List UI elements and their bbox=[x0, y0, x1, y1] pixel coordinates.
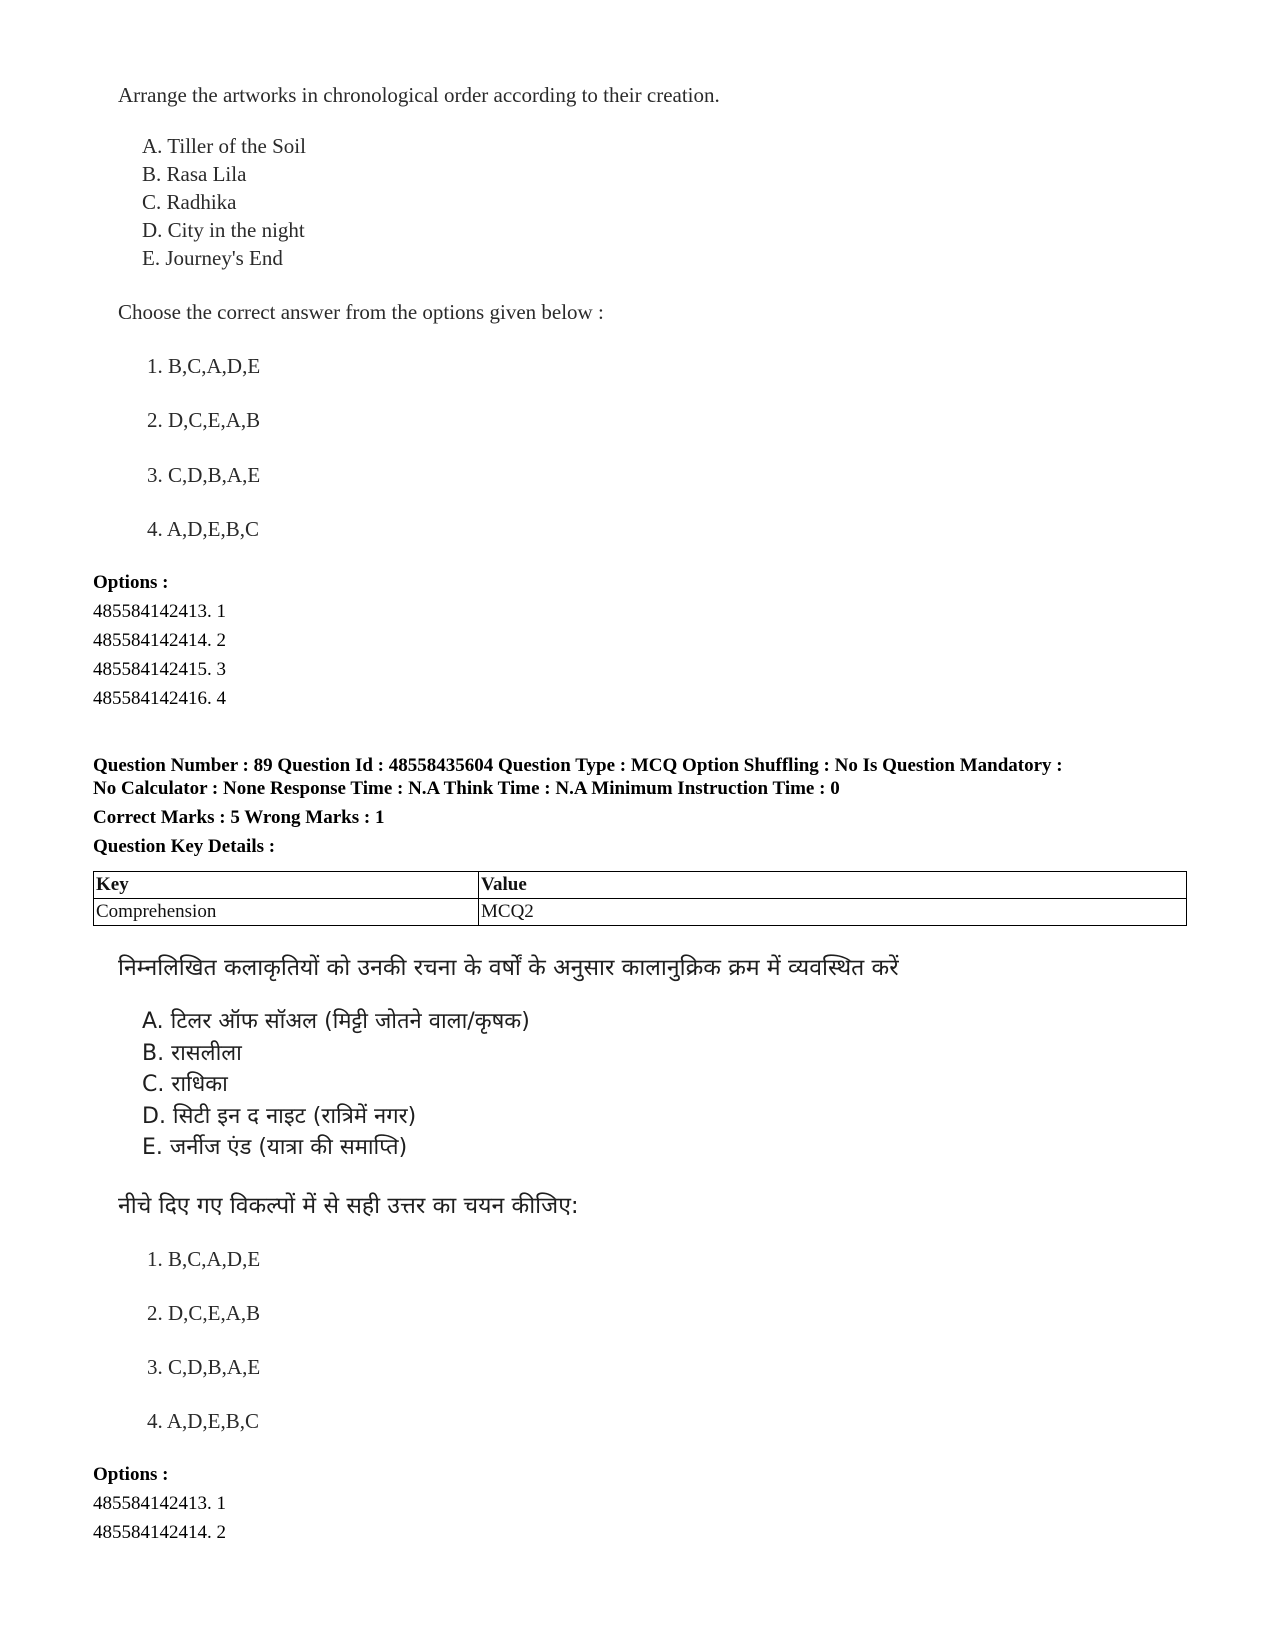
answer-choice: 3. C,D,B,A,E bbox=[147, 463, 261, 487]
options-label: Options : bbox=[93, 572, 169, 593]
list-item: E. जर्नीज एंड (यात्रा की समाप्ति) bbox=[142, 1135, 408, 1160]
key-value-table bbox=[93, 871, 1187, 926]
table-header-value: Value bbox=[479, 872, 1187, 899]
question-instruction-hindi: निम्नलिखित कलाकृतियों को उनकी रचना के वर्षों के अनुसार कालानुक्रिक क्रम में व्यवस्थित करें bbox=[118, 955, 899, 981]
options-label: Options : bbox=[93, 1464, 169, 1485]
table-cell-key: Comprehension bbox=[94, 899, 479, 926]
option-row: 485584142415. 3 bbox=[93, 659, 226, 680]
question-meta-line2: No Calculator : None Response Time : N.A Think Time : N.A Minimum Instruction Time : 0 bbox=[93, 778, 840, 799]
answer-choice: 4. A,D,E,B,C bbox=[147, 517, 260, 541]
choose-prompt-hindi: नीचे दिए गए विकल्पों में से सही उत्तर का चयन कीजिए: bbox=[118, 1193, 579, 1219]
option-row: 485584142413. 1 bbox=[93, 1493, 226, 1514]
list-item: B. Rasa Lila bbox=[142, 162, 247, 186]
table-row bbox=[94, 899, 1187, 926]
table-header-key: Key bbox=[94, 872, 479, 899]
question-instruction: Arrange the artworks in chronological order according to their creation. bbox=[118, 83, 720, 107]
option-row: 485584142413. 1 bbox=[93, 601, 226, 622]
option-row: 485584142416. 4 bbox=[93, 688, 226, 709]
answer-choice: 1. B,C,A,D,E bbox=[147, 354, 261, 378]
list-item: E. Journey's End bbox=[142, 246, 283, 270]
answer-choice: 4. A,D,E,B,C bbox=[147, 1409, 260, 1433]
list-item: C. Radhika bbox=[142, 190, 237, 214]
option-row: 485584142414. 2 bbox=[93, 630, 226, 651]
answer-choice: 1. B,C,A,D,E bbox=[147, 1247, 261, 1271]
choose-prompt: Choose the correct answer from the options given below : bbox=[118, 300, 604, 324]
list-item: D. City in the night bbox=[142, 218, 305, 242]
answer-choice: 3. C,D,B,A,E bbox=[147, 1355, 261, 1379]
list-item: A. टिलर ऑफ सॉअल (मिट्टी जोतने वाला/कृषक) bbox=[142, 1009, 530, 1034]
question-meta-line1: Question Number : 89 Question Id : 48558435604 Question Type : MCQ Option Shuffling : No Is Question Mandatory : bbox=[93, 755, 1063, 776]
list-item: B. रासलीला bbox=[142, 1041, 242, 1066]
option-row: 485584142414. 2 bbox=[93, 1522, 226, 1543]
table-cell-value: MCQ2 bbox=[479, 899, 1187, 926]
list-item: A. Tiller of the Soil bbox=[142, 134, 306, 158]
answer-choice: 2. D,C,E,A,B bbox=[147, 408, 261, 432]
list-item: C. राधिका bbox=[142, 1072, 228, 1097]
table-header-row bbox=[94, 872, 1187, 899]
key-details-label: Question Key Details : bbox=[93, 836, 276, 857]
answer-choice: 2. D,C,E,A,B bbox=[147, 1301, 261, 1325]
marks-line: Correct Marks : 5 Wrong Marks : 1 bbox=[93, 807, 385, 828]
list-item: D. सिटी इन द नाइट (रात्रिमें नगर) bbox=[142, 1104, 417, 1129]
